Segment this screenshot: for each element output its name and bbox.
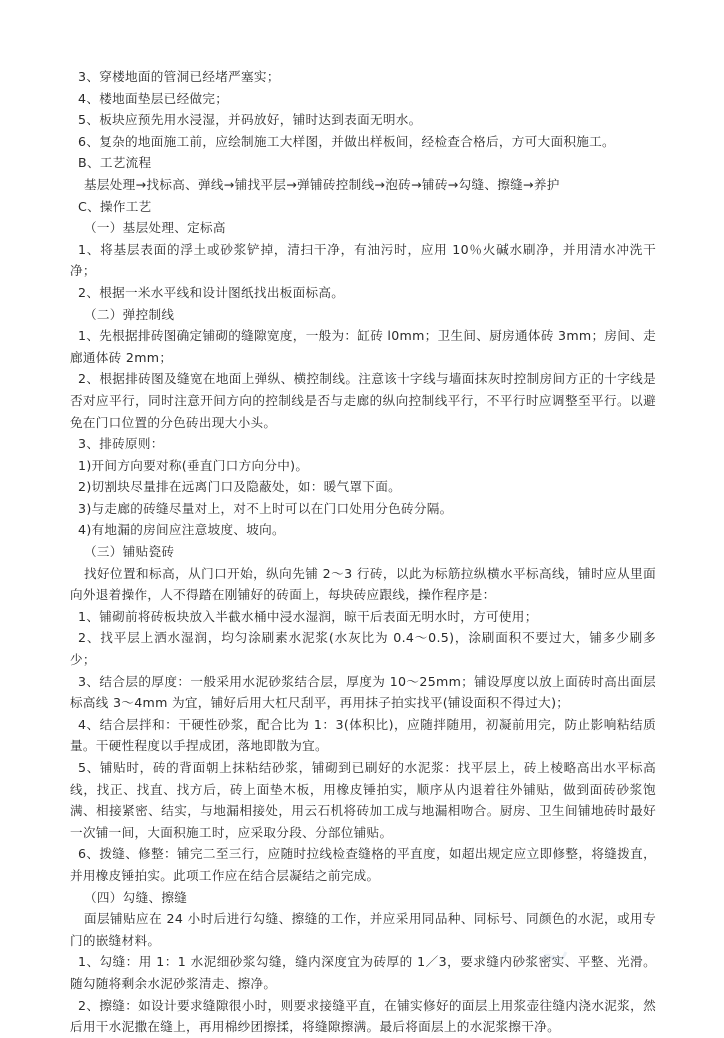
section-c-heading: C、操作工艺 (78, 198, 152, 214)
document-body (70, 66, 656, 1038)
item-4-cushion-layer: 4、楼地面垫层已经做完； (78, 90, 229, 106)
process-flow: 基层处理→找标高、弹线→铺找平层→弹铺砖控制线→泡砖→铺砖→勾缝、擦缝→养护 (84, 176, 560, 192)
subsection-4-heading: （四）勾缝、擦缝 (84, 889, 188, 905)
grouting-step-2: 2、擦缝：如设计要求缝隙很小时，则要求接缝平直，在铺实修好的面层上用浆壶往缝内浇水泥浆，然后用干水泥撒在缝上，再用棉纱团擦揉，将缝隙擦满。最后将面层上的水泥浆擦干净。 (70, 997, 656, 1035)
watermark-icon (536, 946, 570, 970)
subsection-2-heading: （二）弹控制线 (84, 306, 175, 322)
tiling-step-3: 3、结合层的厚度：一般采用水泥砂浆结合层，厚度为 10～25mm；铺设厚度以放上面砖时高出面层标高线 3～4mm 为宜，铺好后用大杠尺刮平，再用抹子拍实找平(铺设面积不得过大)； (70, 673, 656, 711)
principle-3: 3)与走廊的砖缝尽量对上，对不上时可以在门口处用分色砖分隔。 (78, 500, 453, 516)
subsection-3-heading: （三）铺贴瓷砖 (84, 544, 175, 560)
step-1-clean-base: 1、将基层表面的浮土或砂浆铲掉，清扫干净，有油污时，应用 10％火碱水刷净，并用清水冲洗干净； (70, 241, 656, 279)
step-2-control-lines: 2、根据排砖图及缝宽在地面上弹纵、横控制线。注意该十字线与墙面抹灰时控制房间方正的十字线是否对应平行，同时注意开间方向的控制线是否与走廊的纵向控制线平行，不平行时应调整至平行。以避免在门口位置的分色砖出现大小头。 (70, 371, 656, 430)
grouting-intro: 面层铺贴应在 24 小时后进行勾缝、擦缝的工作，并应采用同品种、同标号、同颜色的水泥，或用专门的嵌缝材料。 (70, 911, 656, 948)
item-6-complex-floor: 6、复杂的地面施工前，应绘制施工大样图，并做出样板间，经检查合格后，方可大面积施工。 (78, 133, 615, 149)
tiling-intro: 找好位置和标高，从门口开始，纵向先铺 2～3 行砖，以此为标筋拉纵横水平标高线，铺时应从里面向外退着操作，人不得踏在刚铺好的砖面上，每块砖应跟线，操作程序是： (70, 565, 656, 603)
tiling-step-4: 4、结合层拌和：干硬性砂浆，配合比为 1：3(体积比)，应随拌随用，初凝前用完，防止影响粘结质量。干硬性程度以手捏成团，落地即散为宜。 (70, 716, 656, 754)
step-2-find-level: 2、根据一米水平线和设计图纸找出板面标高。 (78, 284, 345, 300)
principle-4: 4)有地漏的房间应注意坡度、坡向。 (78, 522, 285, 538)
tiling-step-6: 6、拨缝、修整：铺完二至三行，应随时拉线检查缝格的平直度，如超出规定应立即修整，将缝拨直，并用橡皮锤拍实。此项工作应在结合层凝结之前完成。 (70, 846, 656, 883)
tiling-step-5: 5、铺贴时，砖的背面朝上抹粘结砂浆，铺砌到已刷好的水泥浆：找平层上，砖上棱略高出水平标高线，找正、找直、找方后，砖上面垫木板，用橡皮锤拍实，顺序从内退着往外铺贴，做到面砖砂浆饱满、相接紧密、结实，与地漏相接处，用云石机将砖加工成与地漏相吻合。厨房、卫生间铺地砖时最好一次铺一间，大面积施工时，应采取分段、分部位铺贴。 (70, 760, 656, 840)
subsection-1-heading: （一）基层处理、定标高 (84, 220, 226, 236)
item-5-soak-tiles: 5、板块应预先用水浸湿，并码放好，铺时达到表面无明水。 (78, 112, 422, 128)
section-b-heading: B、工艺流程 (78, 155, 152, 171)
item-3-pipe-holes: 3、穿楼地面的管洞已经堵严塞实； (78, 69, 280, 84)
step-3-layout-principles: 3、排砖原则： (78, 436, 164, 452)
tiling-step-1: 1、铺砌前将砖板块放入半截水桶中浸水湿润，晾干后表面无明水时，方可使用； (78, 608, 538, 624)
principle-2: 2)切割块尽量排在远离门口及隐蔽处，如：暖气罩下面。 (78, 479, 401, 495)
grouting-step-1: 1、勾缝：用 1：1 水泥细砂浆勾缝，缝内深度宜为砖厚的 1／3，要求缝内砂浆密实、平整、光滑。随勾随将剩余水泥砂浆清走、擦净。 (70, 954, 656, 991)
principle-1: 1)开间方向要对称(垂直门口方向分中)。 (78, 457, 309, 473)
step-1-joint-width: 1、先根据排砖图确定铺砌的缝隙宽度，一般为：缸砖 l0mm；卫生间、厨房通体砖 3mm；房间、走廊通体砖 2mm； (70, 328, 656, 365)
tiling-step-2: 2、找平层上洒水湿润，均匀涂刷素水泥浆(水灰比为 0.4～0.5)，涂刷面积不要过大，铺多少刷多少； (70, 630, 656, 668)
